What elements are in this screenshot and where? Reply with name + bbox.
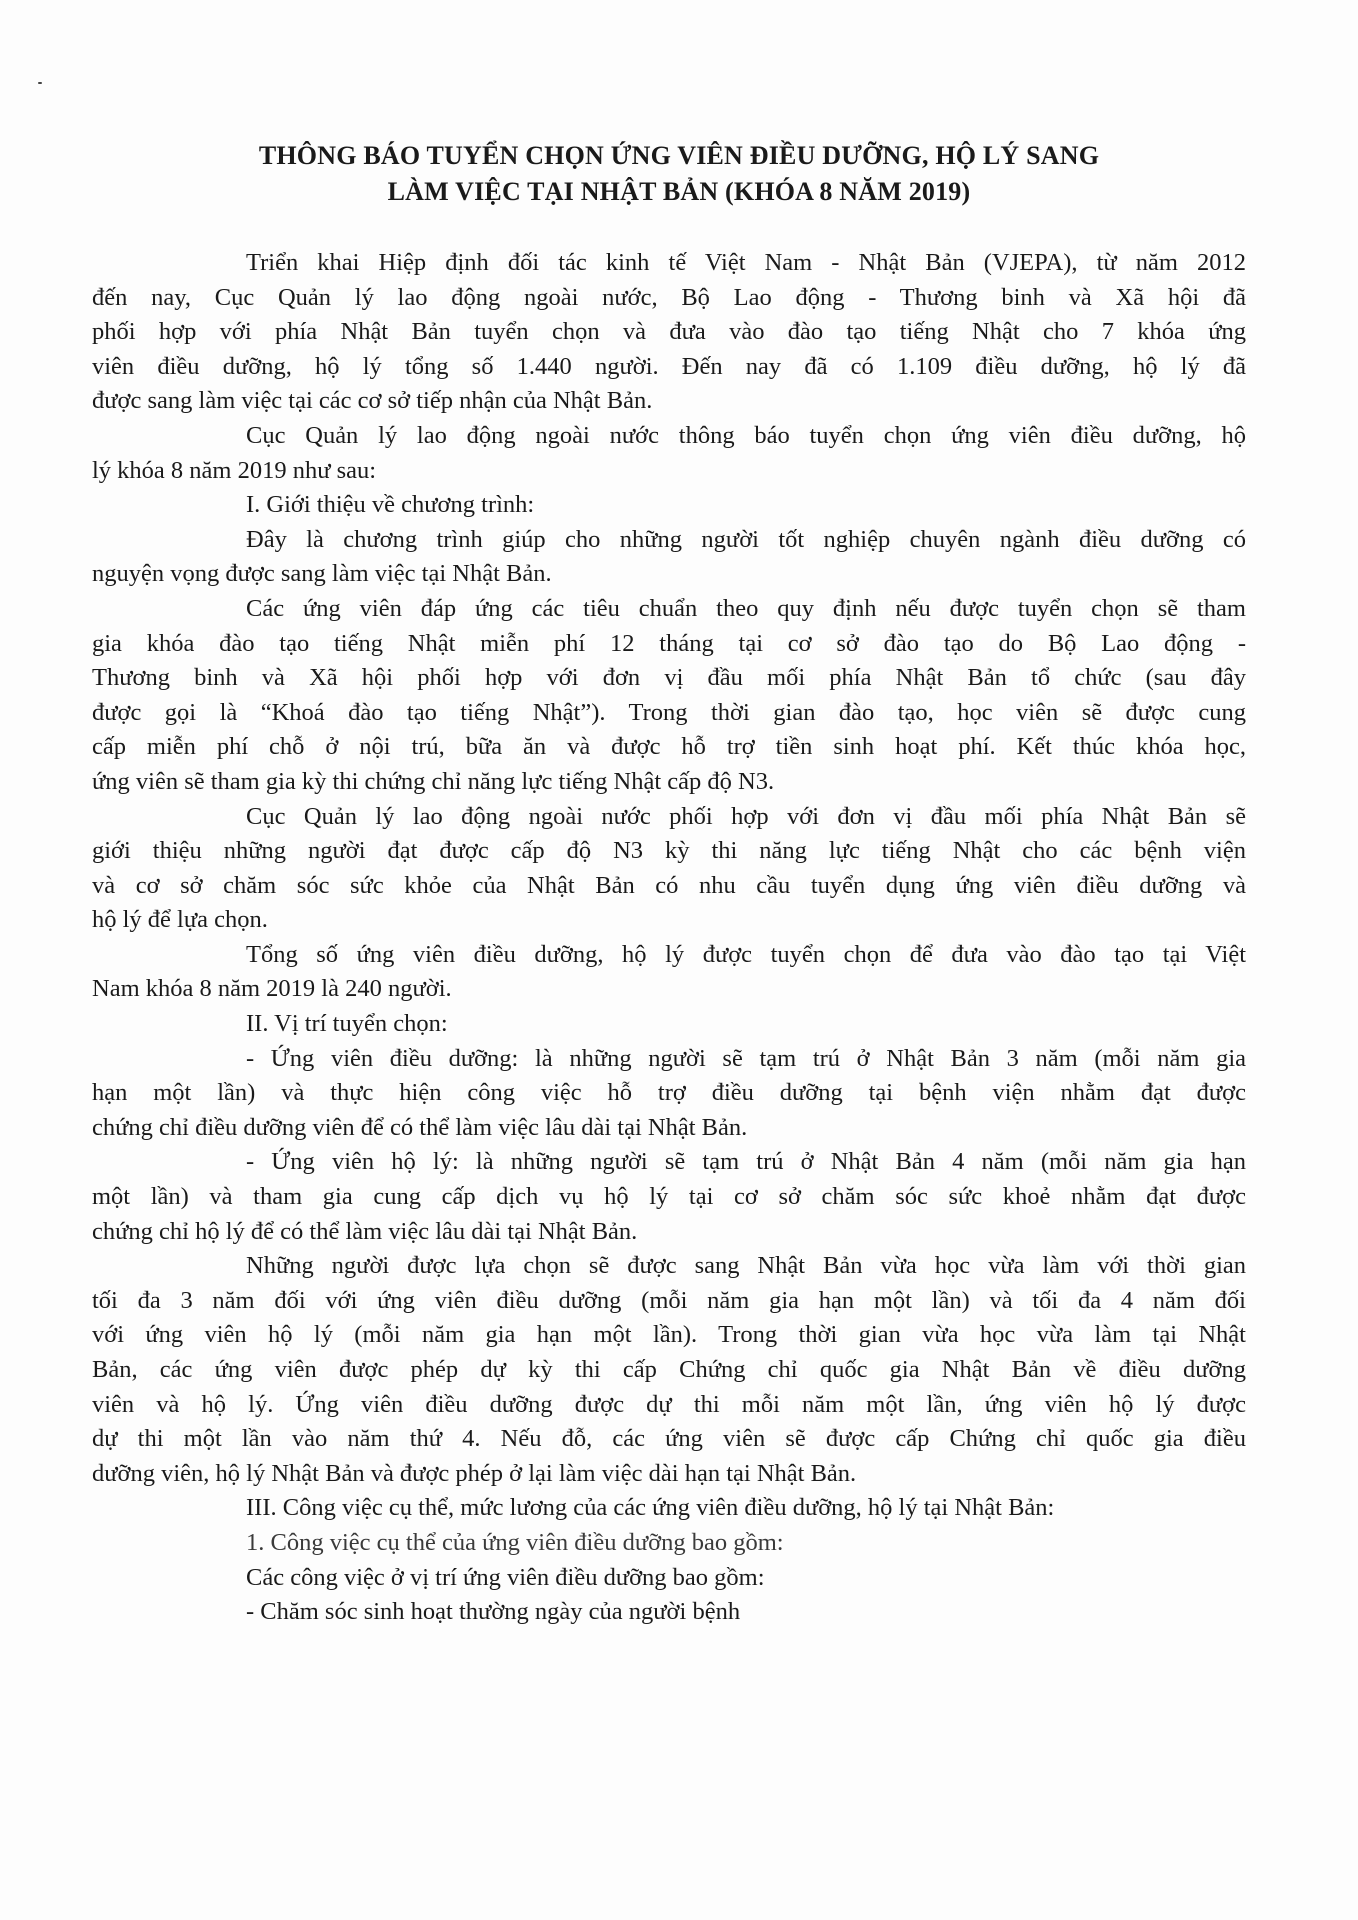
body-line: - Chăm sóc sinh hoạt thường ngày của người bệnh (246, 1598, 741, 1626)
body-line: ứng viên sẽ tham gia kỳ thi chứng chỉ năng lực tiếng Nhật cấp độ N3. (92, 767, 775, 795)
body-line: Các công việc ở vị trí ứng viên điều dưỡng bao gồm: (246, 1563, 765, 1591)
body-line: tối đa 3 năm đối với ứng viên điều dưỡng (mỗi năm gia hạn một lần) và tối đa 4 năm đối (92, 1286, 1246, 1314)
body-line: - Ứng viên điều dưỡng: là những người sẽ tạm trú ở Nhật Bản 3 năm (mỗi năm gia (246, 1044, 1246, 1072)
body-line: với ứng viên hộ lý (mỗi năm gia hạn một lần). Trong thời gian vừa học vừa làm tại Nhật (92, 1321, 1246, 1349)
body-line: II. Vị trí tuyển chọn: (246, 1010, 448, 1038)
body-line: gia khóa đào tạo tiếng Nhật miễn phí 12 tháng tại cơ sở đào tạo do Bộ Lao động - (92, 629, 1246, 657)
body-line: dự thi một lần vào năm thứ 4. Nếu đỗ, các ứng viên sẽ được cấp Chứng chỉ quốc gia điều (92, 1425, 1246, 1453)
document-body (92, 246, 1246, 1630)
body-line: Những người được lựa chọn sẽ được sang Nhật Bản vừa học vừa làm với thời gian (246, 1252, 1246, 1280)
body-line: và cơ sở chăm sóc sức khỏe của Nhật Bản có nhu cầu tuyển dụng ứng viên điều dưỡng và (92, 871, 1246, 899)
body-line: Bản, các ứng viên được phép dự kỳ thi cấp Chứng chỉ quốc gia Nhật Bản về điều dưỡng (92, 1356, 1246, 1383)
scan-speck (38, 82, 42, 84)
body-line: giới thiệu những người đạt được cấp độ N3 kỳ thi năng lực tiếng Nhật cho các bệnh viện (92, 837, 1246, 865)
body-line: đến nay, Cục Quản lý lao động ngoài nước, Bộ Lao động - Thương binh và Xã hội đã (92, 283, 1246, 311)
body-line: hộ lý để lựa chọn. (92, 906, 268, 934)
body-line: được sang làm việc tại các cơ sở tiếp nhận của Nhật Bản. (92, 387, 653, 415)
title-line: THÔNG BÁO TUYỂN CHỌN ỨNG VIÊN ĐIỀU DƯỠNG, HỘ LÝ SANG (258, 141, 1100, 170)
body-line: viên điều dưỡng, hộ lý tổng số 1.440 người. Đến nay đã có 1.109 điều dưỡng, hộ lý đã (92, 352, 1246, 380)
document-title (0, 138, 1358, 210)
body-line: cấp miễn phí chỗ ở nội trú, bữa ăn và được hỗ trợ tiền sinh hoạt phí. Kết thúc khóa học, (92, 733, 1246, 761)
body-line: Đây là chương trình giúp cho những người tốt nghiệp chuyên ngành điều dưỡng có (246, 525, 1246, 553)
body-line: phối hợp với phía Nhật Bản tuyển chọn và đưa vào đào tạo tiếng Nhật cho 7 khóa ứng (92, 318, 1246, 346)
body-line: Tổng số ứng viên điều dưỡng, hộ lý được tuyển chọn để đưa vào đào tạo tại Việt (246, 940, 1246, 968)
body-line: hạn một lần) và thực hiện công việc hỗ trợ điều dưỡng tại bệnh viện nhằm đạt được (92, 1079, 1246, 1107)
body-line: một lần) và tham gia cung cấp dịch vụ hộ lý tại cơ sở chăm sóc sức khoẻ nhằm đạt được (92, 1183, 1246, 1211)
body-line: viên và hộ lý. Ứng viên điều dưỡng được dự thi mỗi năm một lần, ứng viên hộ lý được (92, 1390, 1246, 1418)
body-line: được gọi là “Khoá đào tạo tiếng Nhật”). Trong thời gian đào tạo, học viên sẽ được cung (92, 698, 1246, 726)
body-line: Cục Quản lý lao động ngoài nước phối hợp với đơn vị đầu mối phía Nhật Bản sẽ (246, 802, 1246, 830)
title-line: LÀM VIỆC TẠI NHẬT BẢN (KHÓA 8 NĂM 2019) (387, 177, 971, 206)
body-line: nguyện vọng được sang làm việc tại Nhật Bản. (92, 560, 552, 588)
body-line: Thương binh và Xã hội phối hợp với đơn vị đầu mối phía Nhật Bản tổ chức (sau đây (92, 664, 1246, 692)
body-line: dưỡng viên, hộ lý Nhật Bản và được phép ở lại làm việc dài hạn tại Nhật Bản. (92, 1459, 857, 1487)
body-line: - Ứng viên hộ lý: là những người sẽ tạm trú ở Nhật Bản 4 năm (mỗi năm gia hạn (246, 1148, 1246, 1176)
body-line: lý khóa 8 năm 2019 như sau: (92, 456, 377, 484)
body-line: Cục Quản lý lao động ngoài nước thông báo tuyển chọn ứng viên điều dưỡng, hộ (246, 421, 1246, 449)
body-line: III. Công việc cụ thể, mức lương của các ứng viên điều dưỡng, hộ lý tại Nhật Bản: (246, 1494, 1055, 1522)
body-line: I. Giới thiệu về chương trình: (246, 491, 535, 519)
body-line: Các ứng viên đáp ứng các tiêu chuẩn theo quy định nếu được tuyển chọn sẽ tham (246, 594, 1246, 622)
body-line: chứng chỉ hộ lý để có thể làm việc lâu dài tại Nhật Bản. (92, 1217, 638, 1245)
body-line: Triển khai Hiệp định đối tác kinh tế Việt Nam - Nhật Bản (VJEPA), từ năm 2012 (246, 249, 1246, 276)
body-line: Nam khóa 8 năm 2019 là 240 người. (92, 975, 452, 1003)
body-line: 1. Công việc cụ thể của ứng viên điều dưỡng bao gồm: (246, 1528, 784, 1556)
body-line: chứng chỉ điều dưỡng viên để có thể làm việc lâu dài tại Nhật Bản. (92, 1113, 748, 1141)
